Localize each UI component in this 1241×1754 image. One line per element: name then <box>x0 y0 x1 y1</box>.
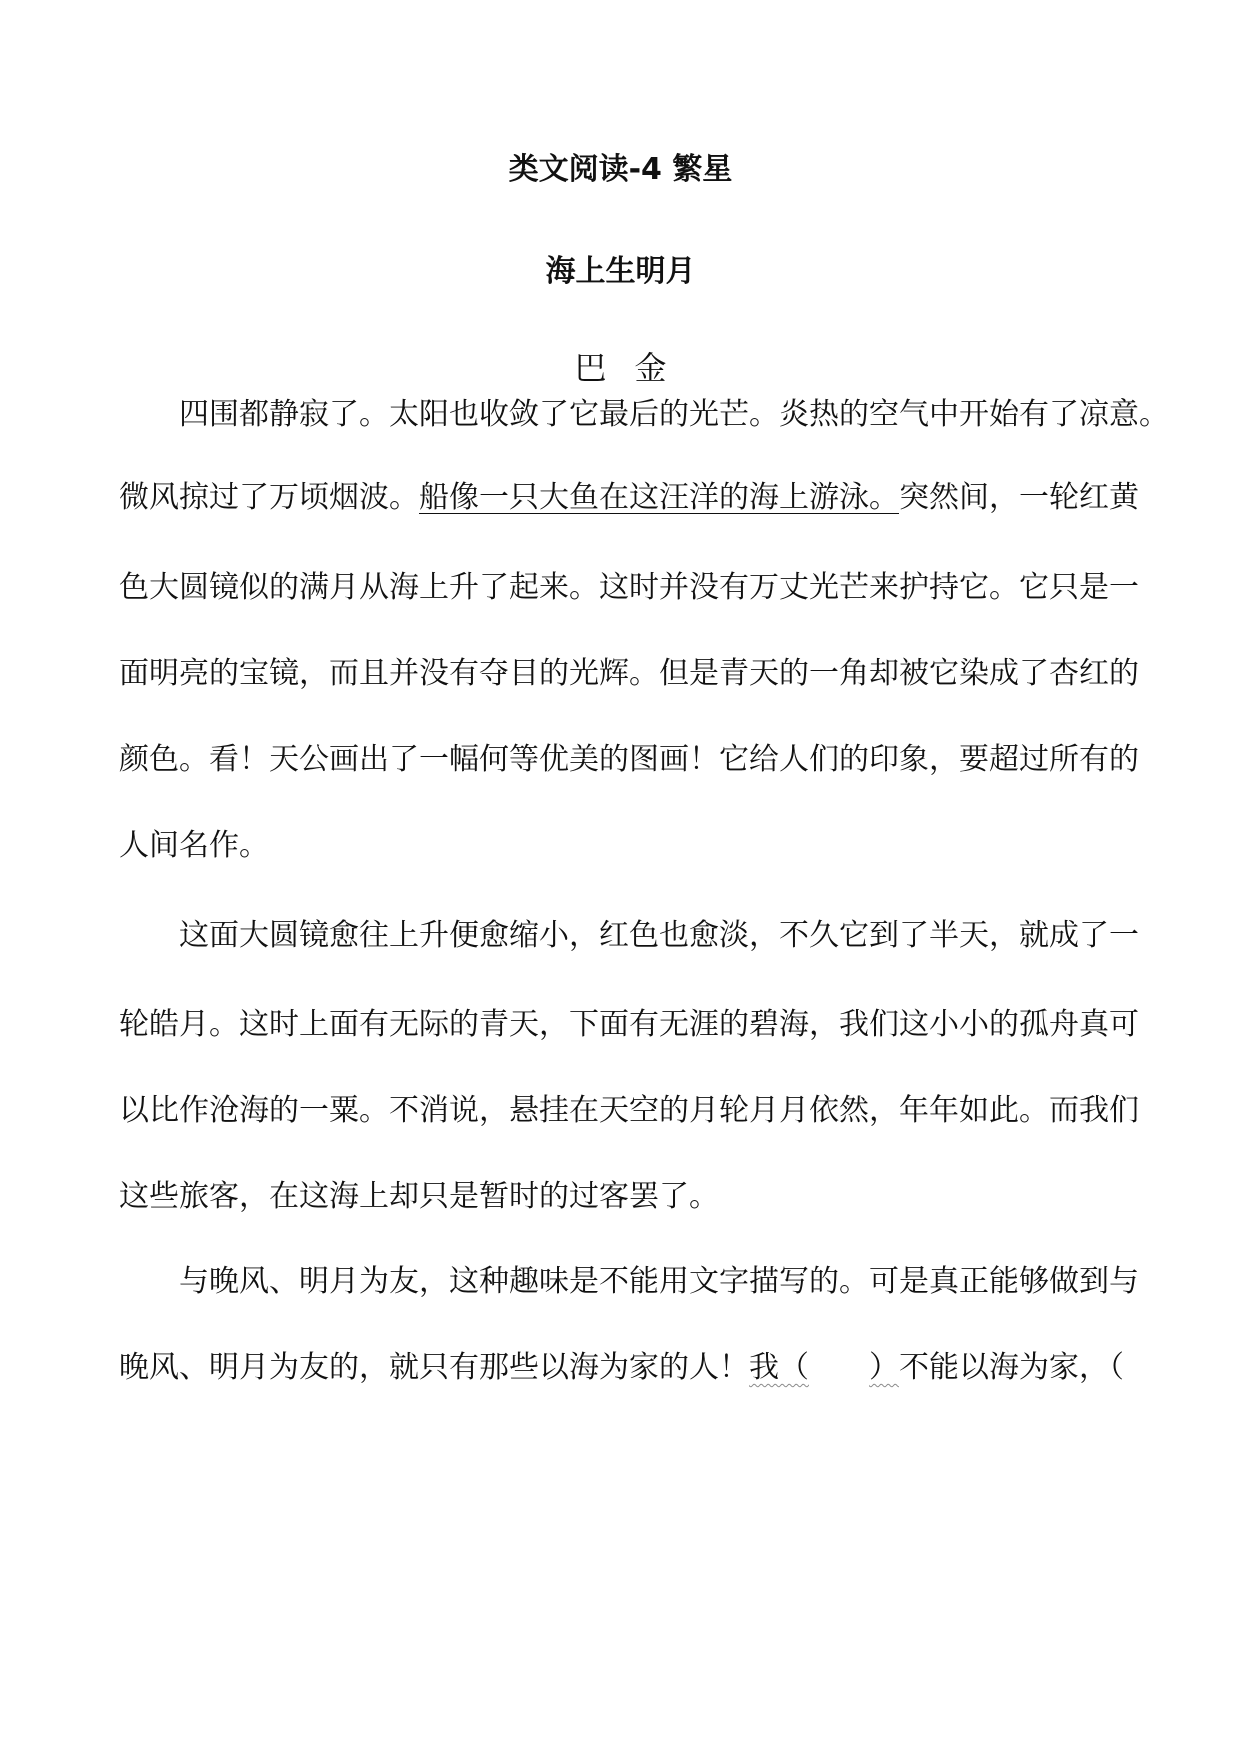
document-title: 类文阅读-4 繁星 <box>508 152 733 187</box>
paragraph-1-line-3: 色大圆镜似的满月从海上升了起来。这时并没有万丈光芒来护持它。它只是一 <box>119 570 1139 605</box>
paragraph-1-line-1: 四围都静寂了。太阳也收敛了它最后的光芒。炎热的空气中开始有了凉意。 <box>179 397 1169 432</box>
blank-open: 我（ <box>749 1350 809 1385</box>
line-text: 不能以海为家，（ <box>899 1350 1124 1385</box>
paragraph-1-line-4: 面明亮的宝镜，而且并没有夺目的光辉。但是青天的一角却被它染成了杏红的 <box>119 656 1139 691</box>
author-name: 巴金 <box>574 349 695 387</box>
fill-in-blank-phrase <box>749 1350 899 1385</box>
blank-close: ） <box>869 1350 899 1385</box>
paragraph-1-line-2 <box>119 476 1139 520</box>
paragraph-2-line-1: 这面大圆镜愈往上升便愈缩小，红色也愈淡，不久它到了半天，就成了一 <box>179 918 1139 953</box>
paragraph-2-line-3: 以比作沧海的一粟。不消说，悬挂在天空的月轮月月依然，年年如此。而我们 <box>119 1093 1139 1128</box>
paragraph-3-line-1: 与晚风、明月为友，这种趣味是不能用文字描写的。可是真正能够做到与 <box>179 1264 1139 1299</box>
line-text: 晚风、明月为友的，就只有那些以海为家的人！ <box>119 1350 749 1385</box>
underlined-sentence: 船像一只大鱼在这汪洋的海上游泳。 <box>419 480 899 515</box>
line-text: 突然间，一轮红黄 <box>899 480 1139 515</box>
paragraph-1-line-6: 人间名作。 <box>119 828 269 863</box>
paragraph-2-line-4: 这些旅客，在这海上却只是暂时的过客罢了。 <box>119 1179 719 1214</box>
answer-blank <box>809 1346 869 1390</box>
paragraph-3-line-2 <box>119 1346 1124 1390</box>
paragraph-1-line-5: 颜色。看！天公画出了一幅何等优美的图画！它给人们的印象，要超过所有的 <box>119 742 1139 777</box>
paragraph-2-line-2: 轮皓月。这时上面有无际的青天，下面有无涯的碧海，我们这小小的孤舟真可 <box>119 1007 1139 1042</box>
document-subtitle: 海上生明月 <box>545 254 696 289</box>
line-text: 微风掠过了万顷烟波。 <box>119 480 419 515</box>
